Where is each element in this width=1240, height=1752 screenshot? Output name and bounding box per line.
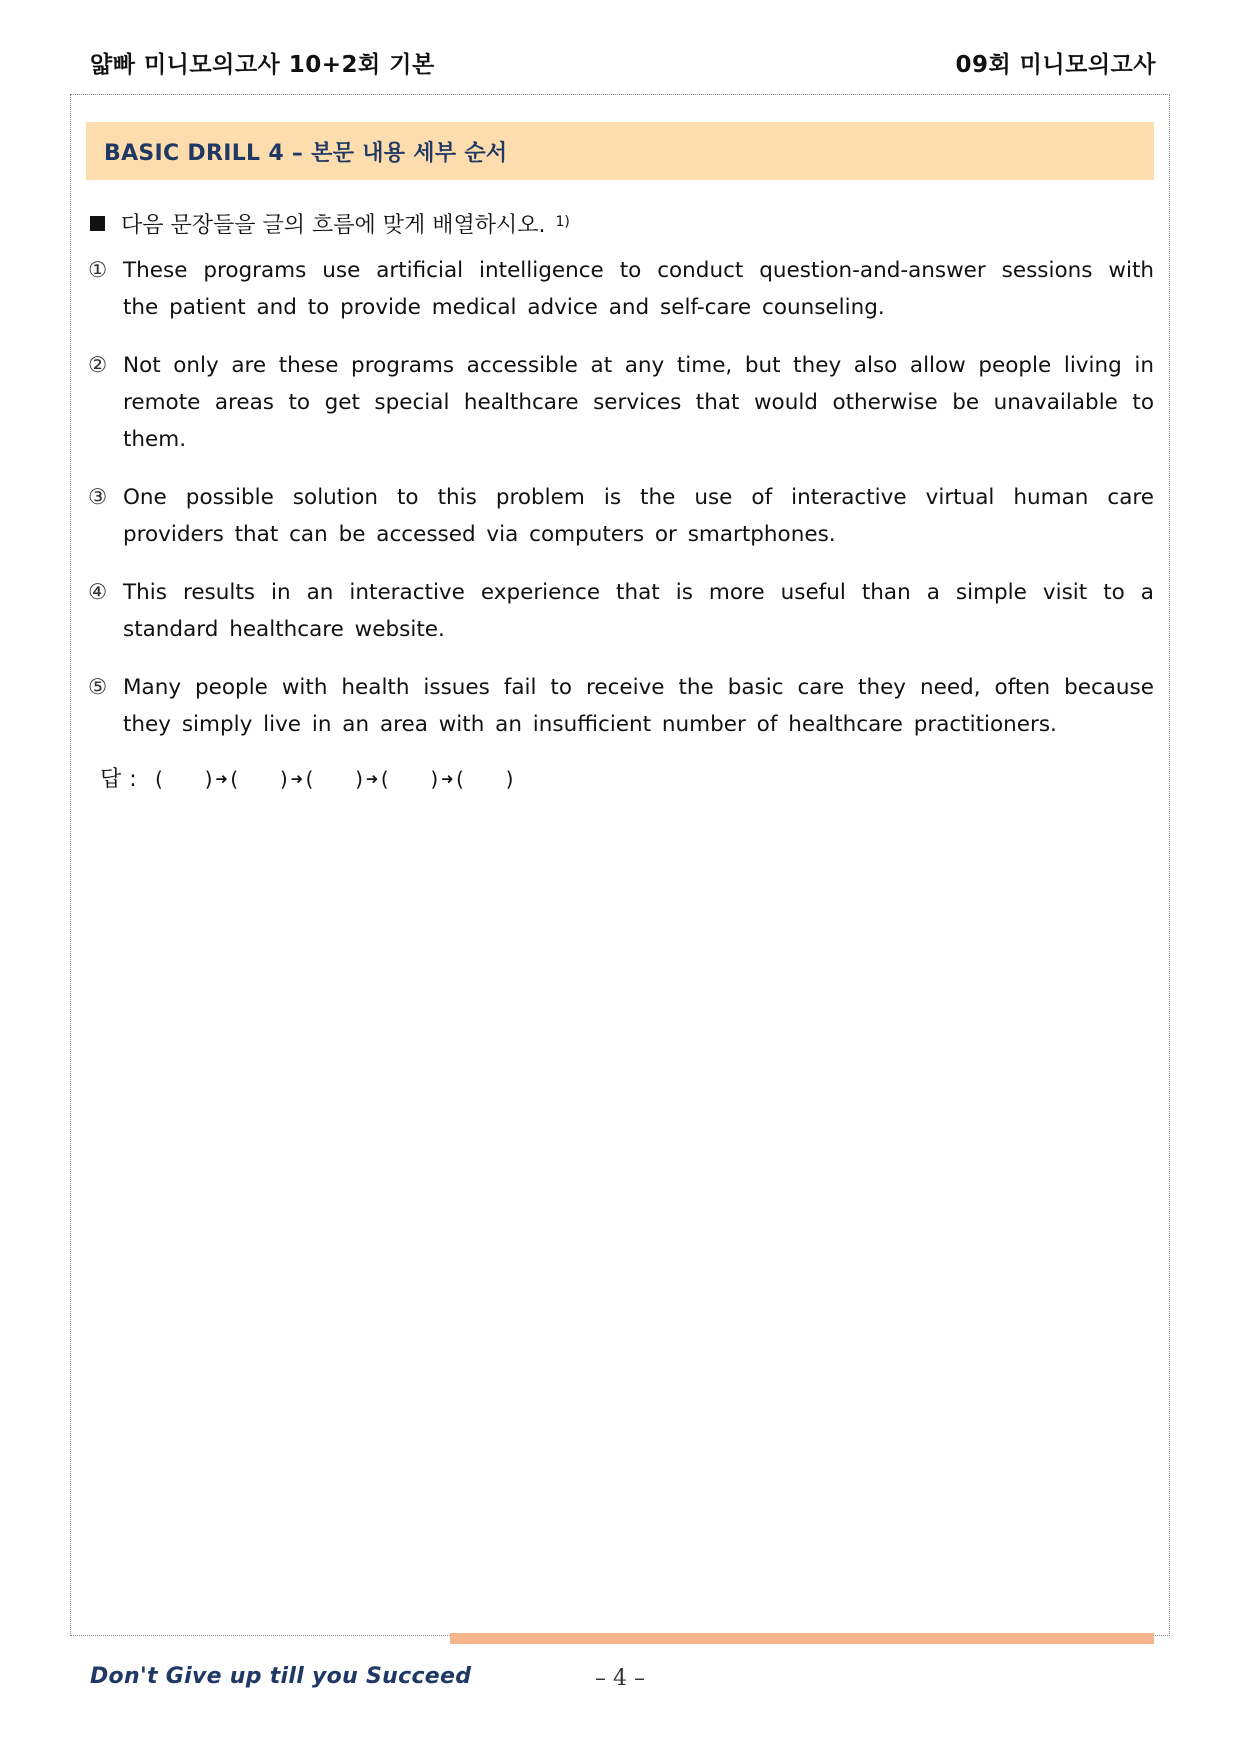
sentence-number: ① [88, 258, 108, 283]
sentence-number: ③ [88, 485, 108, 510]
sentence-text: These programs use artificial intelligence to conduct question-and-answer sessions with the patient and to provide medical advice and self-care counseling. [123, 258, 1154, 320]
answer-line [100, 762, 516, 793]
sentence-number: ④ [88, 580, 108, 605]
page-number: – 4 – [595, 1666, 645, 1691]
sentence-item-1 [88, 252, 1154, 326]
sentence-number: ⑤ [88, 675, 108, 700]
footer-motto: Don't Give up till you Succeed [90, 1664, 472, 1689]
drill-title: BASIC DRILL 4 – 본문 내용 세부 순서 [104, 140, 508, 166]
drill-banner [86, 122, 1154, 180]
instruction [90, 208, 570, 239]
answer-sequence-blanks[interactable]: ( )➜( )➜( )➜( )➜( ) [152, 767, 517, 791]
footer-accent-bar [450, 1633, 1154, 1644]
header-left-title: 얇빠 미니모의고사 10+2회 기본 [90, 52, 435, 78]
footnote-reference[interactable]: 1) [555, 214, 570, 230]
sentence-text: Many people with health issues fail to receive the basic care they need, often because they simply live in an area with an insufficient number of healthcare practitioners. [123, 675, 1154, 737]
square-bullet-icon [90, 216, 105, 231]
sentence-item-5 [88, 669, 1154, 743]
sentence-text: Not only are these programs accessible at any time, but they also allow people living in remote areas to get special healthcare services that would otherwise be unavailable to them. [123, 353, 1154, 452]
sentence-number: ② [88, 353, 108, 378]
sentence-item-4 [88, 574, 1154, 648]
sentence-text: One possible solution to this problem is the use of interactive virtual human care providers that can be accessed via computers or smartphones. [123, 485, 1154, 547]
sentence-item-3 [88, 479, 1154, 553]
sentence-list [88, 252, 1154, 764]
sentence-item-2 [88, 347, 1154, 458]
instruction-text: 다음 문장들을 글의 흐름에 맞게 배열하시오. [121, 213, 546, 238]
sentence-text: This results in an interactive experience that is more useful than a simple visit to a standard healthcare website. [123, 580, 1154, 642]
answer-label: 답 : [100, 767, 138, 792]
header-right-title: 09회 미니모의고사 [955, 52, 1156, 78]
